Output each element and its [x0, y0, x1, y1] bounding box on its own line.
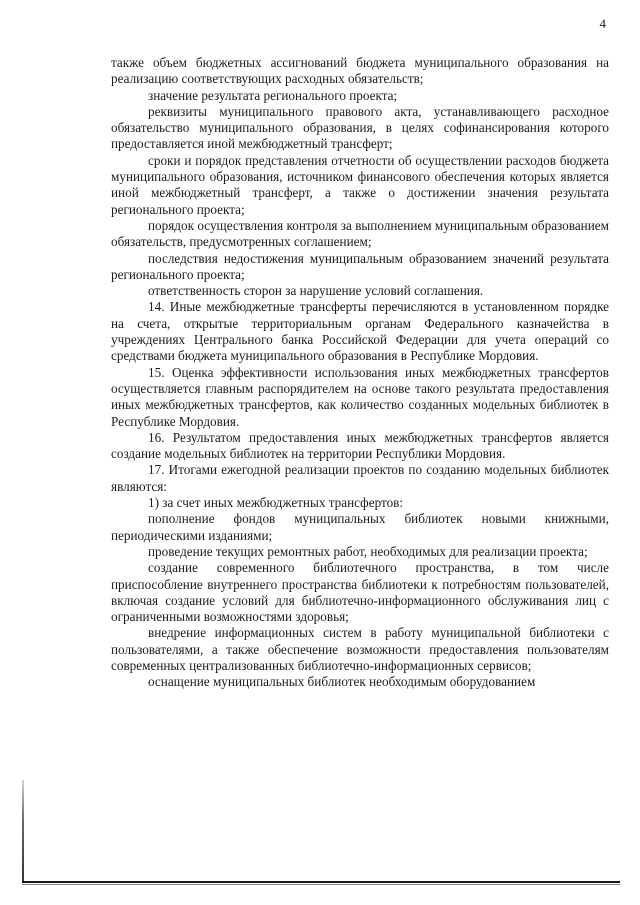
paragraph: порядок осуществления контроля за выполнением муниципальным образованием обязательств, предусмотренных соглашением; [111, 217, 609, 250]
scan-edge-bottom [22, 881, 620, 883]
paragraph: также объем бюджетных ассигнований бюджета муниципального образования на реализацию соответствующих расходных обязательств; [111, 55, 609, 87]
paragraph: реквизиты муниципального правового акта, устанавливающего расходное обязательство муниципального образования, в целях софинансирования которого предоставляется иной межбюджетный трансферт; [111, 103, 609, 152]
paragraph: 14. Иные межбюджетные трансферты перечисляются в установленном порядке на счета, открытые территориальным органам Федерального казначейства в учреждениях Центрального банка Российской Федерации для учета операций со средствами бюджета муниципального образования в Республике Мордовия. [111, 299, 609, 364]
paragraph: 1) за счет иных межбюджетных трансфертов: [148, 495, 404, 511]
paragraph: значение результата регионального проекта; [148, 87, 398, 103]
paragraph: проведение текущих ремонтных работ, необходимых для реализации проекта; [148, 543, 588, 559]
paragraph: последствия недостижения муниципальным образованием значений результата регионального проекта; [111, 250, 609, 282]
paragraph: 16. Результатом предоставления иных межбюджетных трансфертов является создание модельных библиотек на территории Республики Мордовия. [111, 429, 609, 462]
paragraph: оснащение муниципальных библиотек необходимым оборудованием [148, 674, 536, 690]
paragraph: сроки и порядок представления отчетности об осуществлении расходов бюджета муниципального образования, источником финансового обеспечения которых является иной межбюджетный трансферт, а также о достижении значения результата регионального проекта; [111, 152, 609, 217]
paragraph: создание современного библиотечного пространства, в том числе приспособление внутреннего пространства библиотеки к потребностям пользователей, включая создание условий для библиотечно-информационного обслуживания лиц с ограниченными возможностями здоровья; [111, 560, 609, 625]
page-number: 4 [599, 16, 606, 31]
document-body [111, 55, 609, 691]
paragraph: 17. Итогами ежегодной реализации проектов по созданию модельных библиотек являются: [111, 462, 609, 494]
paragraph: 15. Оценка эффективности использования иных межбюджетных трансфертов осуществляется главным распорядителем на основе такого результата предоставления иных межбюджетных трансфертов, как количество созданных модельных библиотек в Республике Мордовия. [111, 364, 609, 429]
scan-edge-bottom-shadow [22, 884, 620, 885]
paragraph: пополнение фондов муниципальных библиотек новыми книжными, периодическими изданиями; [111, 511, 609, 543]
paragraph: внедрение информационных систем в работу муниципальной библиотеки с пользователями, а также обеспечение возможности предоставления пользователям современных централизованных библиотечно-информационных сервисов; [111, 625, 609, 673]
scan-edge-left [22, 780, 24, 882]
paragraph: ответственность сторон за нарушение условий соглашения. [148, 283, 484, 299]
